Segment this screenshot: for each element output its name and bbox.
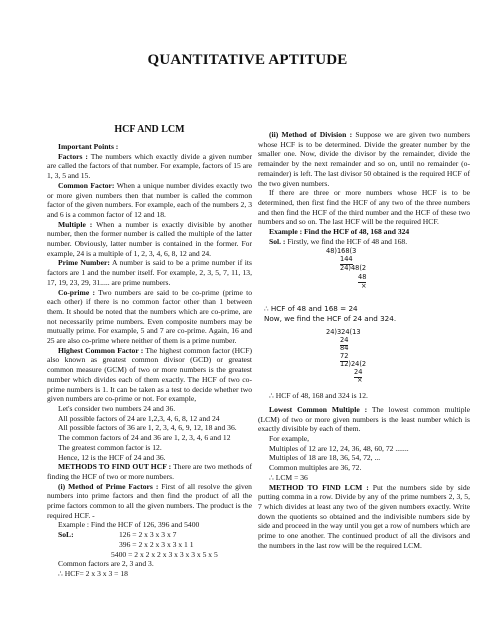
work-line: × xyxy=(361,282,367,291)
methods-paragraph: METHODS TO FIND OUT HCF : There are two methods of finding the HCF of two or more numbers. xyxy=(47,462,252,481)
work-line: 12)24(2 xyxy=(340,360,367,369)
prime-number-paragraph: Prime Number: A number is said to be a prime number if its factors are 1 and the number itself. For example, 2, 3, 5, 7, 11, 13, 17, 19, 23, 29, 31..... are prime numbers. xyxy=(47,258,252,287)
work-line: 24)48(2 xyxy=(340,264,367,273)
work-line: 144 xyxy=(340,255,353,264)
example-line: All possible factors of 24 are 1,2,3, 4, 6, 8, 12 and 24 xyxy=(58,413,220,423)
solution-line: 5400 = 2 x 2 x 2 x 3 x 3 x 3 x 5 x 5 xyxy=(111,549,218,559)
three-numbers-paragraph: If there are three or more numbers whose HCF is to be determined, then first find the HCF of any two of the three numbers and then find the HCF of the third number and the HCF of these two numbers and so on. The last HCF will be the required HCF. xyxy=(258,188,470,227)
left-column xyxy=(47,124,252,579)
multiple-paragraph: Multiple : When a number is exactly divisible by another number, then the former number is called the multiple of the latter number. Obviously, latter number is contained in the former. For example, 24 is a multiple of 1, 2, 3, 4, 6, 8, 12 and 24. xyxy=(47,219,252,258)
right-column xyxy=(258,130,470,551)
common-factors-line: Common factors are 2, 3 and 3. xyxy=(58,559,154,569)
example-line: The greatest common factor is 12. xyxy=(58,442,162,452)
section-heading: HCF AND LCM xyxy=(114,124,185,135)
page-title: QUANTITATIVE APTITUDE xyxy=(147,52,348,68)
solution-block xyxy=(47,530,252,559)
division-work-24-324 xyxy=(258,323,470,385)
division-work-48-168 xyxy=(258,246,470,304)
factors-paragraph: Factors : The numbers which exactly divide a given number are called the factors of that number. For example, factors of 15 are 1, 3, 5 and 15. xyxy=(47,151,252,181)
solution-line: 126 = 2 x 3 x 3 x 7 xyxy=(119,530,177,540)
work-line: 48)168(3 xyxy=(326,247,357,256)
hcf-result-line: ∴ HCF= 2 x 3 x 3 = 18 xyxy=(58,568,128,578)
lcm-method-paragraph: METHOD TO FIND LCM : Put the numbers side by side putting comma in a row. Divide by any of the prime numbers 2, 3, 5, 7 which divides at least any two of the given numbers exactly. Write down the quotients so obtained and the indivisible numbers side by side and proceed in the way until you get a row of numbers which are prime to one another. The continued product of all the divisors and the numbers in the last row will be the required LCM. xyxy=(258,482,470,550)
lcm-definition-paragraph: Lowest Common Multiple : The lowest common multiple (LCM) of two or more given numbers is the least number which is exactly divisible by each of them. xyxy=(258,404,470,434)
multiples-of-18-line: Multiples of 18 are 18, 36, 54, 72, ... xyxy=(269,453,381,463)
common-factor-paragraph: Common Factor: When a unique number divides exactly two or more given numbers then that number is called the common factor of the given numbers. For example, each of the numbers 2, 3 and 6 is a common factor of 12 and 18. xyxy=(47,180,252,219)
example-line: The common factors of 24 and 36 are 1, 2, 3, 4, 6 and 12 xyxy=(58,433,231,443)
example-line: Let's consider two numbers 24 and 36. xyxy=(58,403,176,413)
prime-factors-method-paragraph: (i) Method of Prime Factors : First of all resolve the given numbers into prime factors and then find the product of all the prime factors common to all the given numbers. The product is the required HCF. - xyxy=(47,481,252,520)
co-prime-paragraph: Co-prime : Two numbers are said to be co-prime (prime to each other) if there is no common factor other than 1 between them. It should be noted that the numbers which are co-prime, are not necessarily prime numbers. Even composite numbers may be mutually prime. For example, 5 and 7 are co-prime. Again, 16 and 25 are also co-prime where neither of them is a prime number. xyxy=(47,287,252,346)
division-method-paragraph: (ii) Method of Division : Suppose we are given two numbers whose HCF is to be determined. Divide the greater number by the smaller one. Now, divide the divisor by the remainder, divide the remainder by the next remainder and so on, until no remainder (o-remainder) is left. The last divisor 50 obtained is the required HCF of the two given numbers. xyxy=(258,130,470,188)
example-line: Hence, 12 is the HCF of 24 and 36. xyxy=(58,452,166,462)
work-line: 72 xyxy=(340,352,349,361)
work-line: 84 xyxy=(340,344,349,353)
common-multiples-line: Common multiples are 36, 72. xyxy=(269,463,362,473)
hcf-paragraph: Highest Common Factor : The highest common factor (HCF) also known as greatest common divisor (GCD) or greatest common measure (GCM) of two or more numbers is the greatest number which divides each of them exactly. The HCF of two co-prime numbers is 1. It can be taken as a test to decide whether two given numbers are co-prime or not. For example, xyxy=(47,345,252,404)
work-line: 48 xyxy=(358,273,367,282)
lcm-result-line: ∴ LCM = 36 xyxy=(269,472,308,482)
example-heading: Example : Find the HCF of 126, 396 and 5400 xyxy=(58,520,200,530)
important-points-heading: Important Points : xyxy=(58,142,119,151)
for-example-line: For example, xyxy=(269,434,310,444)
final-hcf-line: ∴ HCF of 48, 168 and 324 is 12. xyxy=(269,391,368,401)
example-line: All possible factors of 36 are 1, 2, 3, 4, 6, 9, 12, 18 and 36. xyxy=(58,423,237,433)
work-line: 24 xyxy=(340,336,349,345)
solution-intro: Sol. : Firstly, we find the HCF of 48 and 168. xyxy=(269,236,408,246)
hcf-48-168-line: ∴ HCF of 48 and 168 = 24 xyxy=(264,304,358,314)
work-line: 24 xyxy=(354,368,363,377)
work-line: × xyxy=(357,376,363,385)
next-step-line: Now, we find the HCF of 24 and 324. xyxy=(264,313,397,323)
work-line: 24)324(13 xyxy=(326,328,361,337)
multiples-of-12-line: Multiples of 12 are 12, 24, 36, 48, 60, 72 ....... xyxy=(269,443,409,453)
solution-label: SoL: xyxy=(58,530,74,540)
example-heading: Example : Find the HCF of 48, 168 and 324 xyxy=(269,227,410,237)
solution-line: 396 = 2 x 2 x 3 x 3 x 1 1 xyxy=(119,539,194,549)
